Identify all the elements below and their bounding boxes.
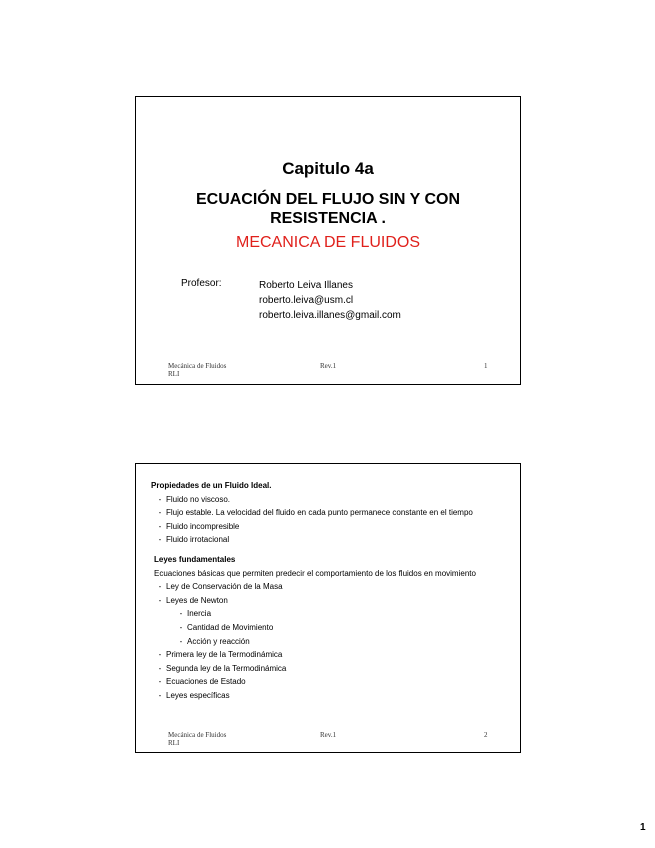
list-subitem: - Inercia [151, 607, 476, 621]
professor-info [259, 278, 401, 323]
section-heading: Leyes fundamentales [154, 554, 236, 564]
list-item: - Fluido no viscoso. [151, 493, 476, 507]
professor-name: Roberto Leiva Illanes [259, 280, 353, 291]
list-item: - Fluido incompresible [151, 520, 476, 534]
bullet-icon: - [179, 622, 183, 632]
bullet-icon: - [158, 494, 162, 504]
bullet-icon: - [158, 677, 162, 687]
footer-course: Mecánica de Fluidos [168, 731, 227, 739]
footer-initials: RLI [168, 739, 180, 747]
footer-initials: RLI [168, 370, 180, 378]
list-item: - Primera ley de la Termodinámica [151, 648, 476, 662]
professor-label: Profesor: [181, 278, 222, 289]
slide-body [151, 479, 476, 703]
bullet-icon: - [158, 582, 162, 592]
bullet-icon: - [158, 521, 162, 531]
slide-1 [135, 96, 521, 385]
list-item: - Flujo estable. La velocidad del fluido en cada punto permanece constante en el tiempo [151, 506, 476, 520]
list-item: - Leyes específicas [151, 689, 476, 703]
footer-slide-number: 1 [484, 362, 488, 370]
section-heading: Propiedades de un Fluido Ideal. [151, 481, 272, 490]
chapter-title: Capitulo 4a [282, 159, 374, 178]
list-item: - Segunda ley de la Termodinámica [151, 662, 476, 676]
bullet-icon: - [158, 690, 162, 700]
list-item: - Leyes de Newton [151, 594, 476, 608]
section-intro: Ecuaciones básicas que permiten predecir el comportamiento de los fluidos en movimiento [154, 568, 476, 578]
bullet-icon: - [158, 650, 162, 660]
slide-footer-left [168, 362, 226, 378]
bullet-icon: - [158, 595, 162, 605]
list-subitem: - Cantidad de Movimiento [151, 621, 476, 635]
bullet-icon: - [179, 609, 183, 619]
footer-course: Mecánica de Fluidos [168, 362, 227, 370]
slide-title: ECUACIÓN DEL FLUJO SIN Y CON RESISTENCIA . [195, 191, 461, 227]
list-item: - Fluido irrotacional [151, 533, 476, 547]
page-number: 1 [640, 822, 646, 833]
bullet-icon: - [158, 663, 162, 673]
bullet-icon: - [158, 508, 162, 518]
list-subitem: - Acción y reacción [151, 635, 476, 649]
bullet-icon: - [158, 535, 162, 545]
course-subject: MECANICA DE FLUIDOS [235, 234, 421, 251]
professor-email-alt: roberto.leiva.illanes@gmail.com [259, 310, 401, 321]
bullet-icon: - [179, 636, 183, 646]
slide-2 [135, 463, 521, 753]
professor-email: roberto.leiva@usm.cl [259, 295, 354, 306]
list-item: - Ley de Conservación de la Masa [151, 580, 476, 594]
slide-footer-left [168, 731, 226, 747]
footer-revision: Rev.1 [320, 362, 337, 370]
footer-slide-number: 2 [484, 731, 488, 739]
footer-revision: Rev.1 [320, 731, 337, 739]
list-item: - Ecuaciones de Estado [151, 675, 476, 689]
